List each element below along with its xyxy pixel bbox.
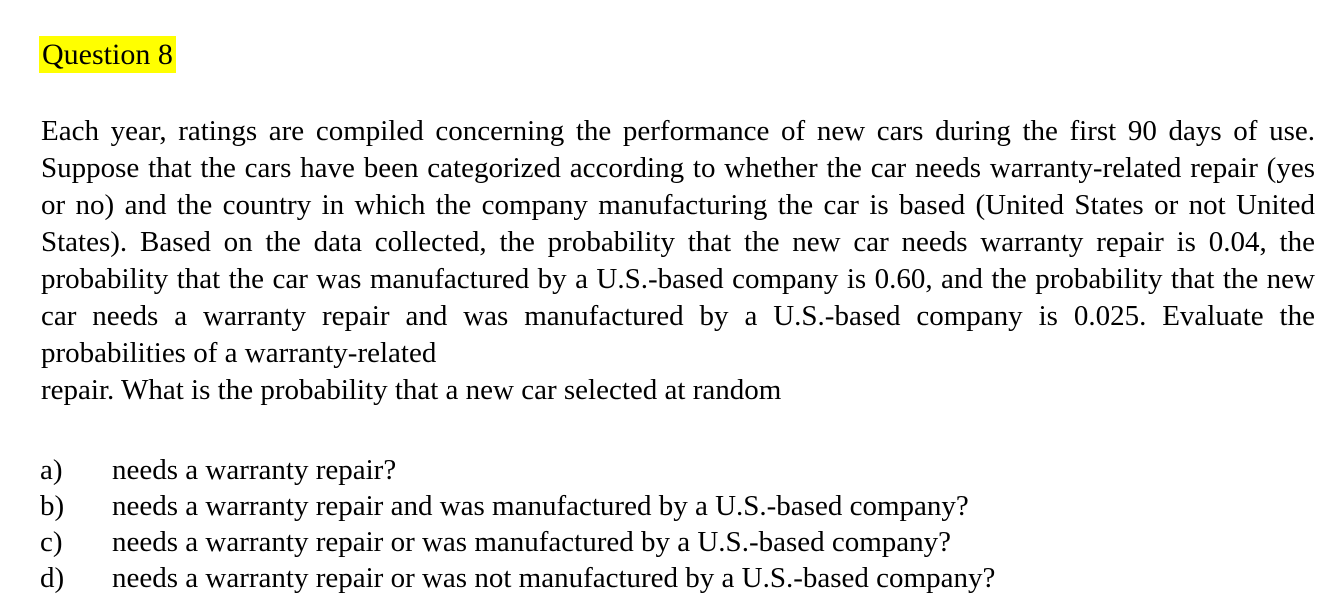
list-marker: b) bbox=[40, 490, 65, 522]
list-item bbox=[40, 452, 1320, 488]
list-item-text: needs a warranty repair or was manufactured by a U.S.-based company? bbox=[112, 526, 952, 558]
list-item bbox=[40, 560, 1320, 596]
question-body-text: Each year, ratings are compiled concerning the performance of new cars during the first 90 days of use. Suppose that the cars have been categorized according to whether the car needs warranty-related repair (yes or no) and the country in which the company manufacturing the car is based (United States or not United States). Based on the data collected, the probability that the new car needs warranty repair is 0.04, the probability that the car was manufactured by a U.S.-based company is 0.60, and the probability that the new car needs a warranty repair and was manufactured by a U.S.-based company is 0.025. Evaluate the probabilities of a warranty-related bbox=[41, 115, 1315, 369]
list-item bbox=[40, 488, 1320, 524]
sub-question-list bbox=[40, 452, 1320, 596]
list-item bbox=[40, 524, 1320, 560]
list-item-text: needs a warranty repair and was manufactured by a U.S.-based company? bbox=[112, 490, 969, 522]
question-title: Question 8 bbox=[39, 36, 176, 73]
list-marker: a) bbox=[40, 454, 63, 486]
question-body bbox=[41, 113, 1315, 409]
list-marker: d) bbox=[40, 562, 65, 594]
question-body-last-line: repair. What is the probability that a new car selected at random bbox=[41, 374, 782, 406]
list-item-text: needs a warranty repair or was not manufactured by a U.S.-based company? bbox=[112, 562, 996, 594]
list-item-text: needs a warranty repair? bbox=[112, 454, 397, 486]
list-marker: c) bbox=[40, 526, 63, 558]
